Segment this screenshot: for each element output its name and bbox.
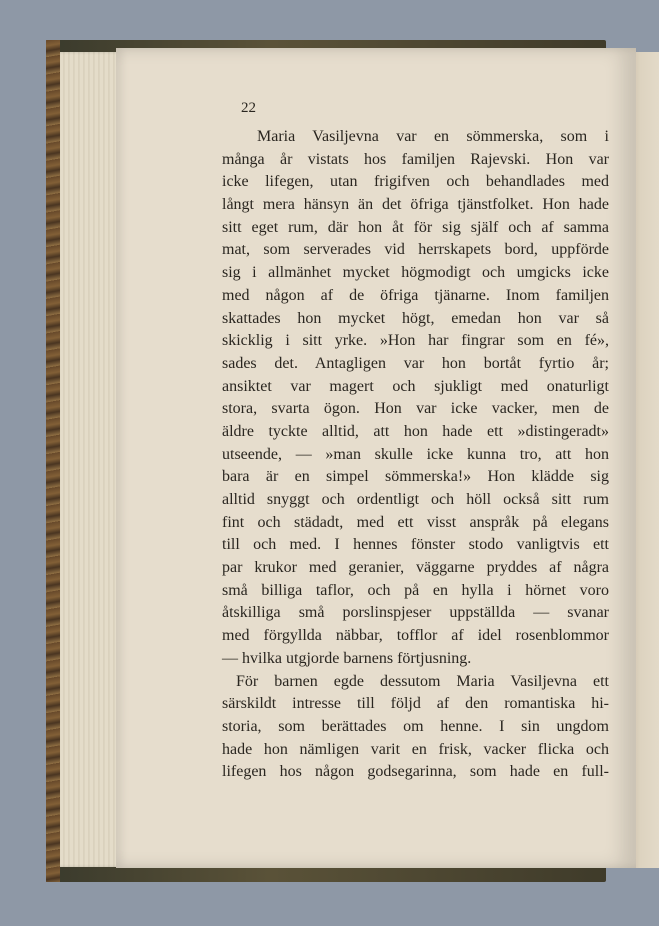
text-line: stora, svarta ögon. Hon var icke vacker, men de [222,400,609,418]
text-line: äldre tyckte alltid, att hon hade ett »distingeradt» [222,422,609,440]
text-line: För barnen egde dessutom Maria Vasiljevna ett [236,672,609,690]
text-line: sades det. Antagligen var hon bortåt fyrtio år; [222,354,609,372]
page-number: 22 [241,100,256,116]
text-line: med förgyllda näbbar, tofflor af idel rosenblommor [222,627,609,645]
text-line: många år vistats hos familjen Rajevski. Hon var [222,150,609,168]
text-line: lifegen hos någon godsegarinna, som hade en full- [222,763,609,781]
text-line: mat, som serverades vid herrskapets bord, uppförde [222,241,609,259]
text-line: åtskilliga små porslinspjeser uppställda — svanar [222,604,609,622]
text-line: skicklig i sitt yrke. »Hon har fingrar som en fé», [222,332,609,350]
text-line: bara är en simpel sömmerska!» Hon klädde sig [222,468,609,486]
text-line: par krukor med geranier, väggarne pryddes af några [222,559,609,577]
text-line: sig i allmänhet mycket högmodigt och umgicks icke [222,264,609,282]
text-line: till och med. I hennes fönster stodo vanligtvis ett [222,536,609,554]
text-line: fint och städadt, med ett visst anspråk på elegans [222,513,609,531]
text-line: — hvilka utgjorde barnens förtjusning. [222,649,472,667]
text-line: skattades hon mycket högt, emedan hon var så [222,309,609,327]
text-line: med någon af de öfriga tjänarne. Inom familjen [222,286,609,304]
text-line: Maria Vasiljevna var en sömmerska, som i [257,128,609,145]
text-line: hade hon nämligen varit en frisk, vacker flicka och [222,740,609,758]
text-line: storia, som berättades om henne. I sin ungdom [222,717,609,735]
text-line: små billiga taflor, och på en hylla i hörnet voro [222,581,609,599]
text-line: långt mera hänsyn än det öfriga tjänstfolket. Hon hade [222,196,609,214]
marbled-cover-edge [46,40,60,882]
page-text [222,126,609,784]
text-line: sitt eget rum, där hon åt för sig själf och af samma [222,218,609,236]
text-line: alltid snyggt och ordentligt och höll också sitt rum [222,491,609,508]
text-line: ansiktet var magert och sjukligt med onaturligt [222,377,609,395]
text-line: särskildt intresse till följd af den romantiska hi- [222,695,609,713]
text-line: icke lifegen, utan frigifven och behandlades med [222,173,609,191]
text-line: utseende, — »man skulle icke kunna tro, att hon [222,445,609,463]
